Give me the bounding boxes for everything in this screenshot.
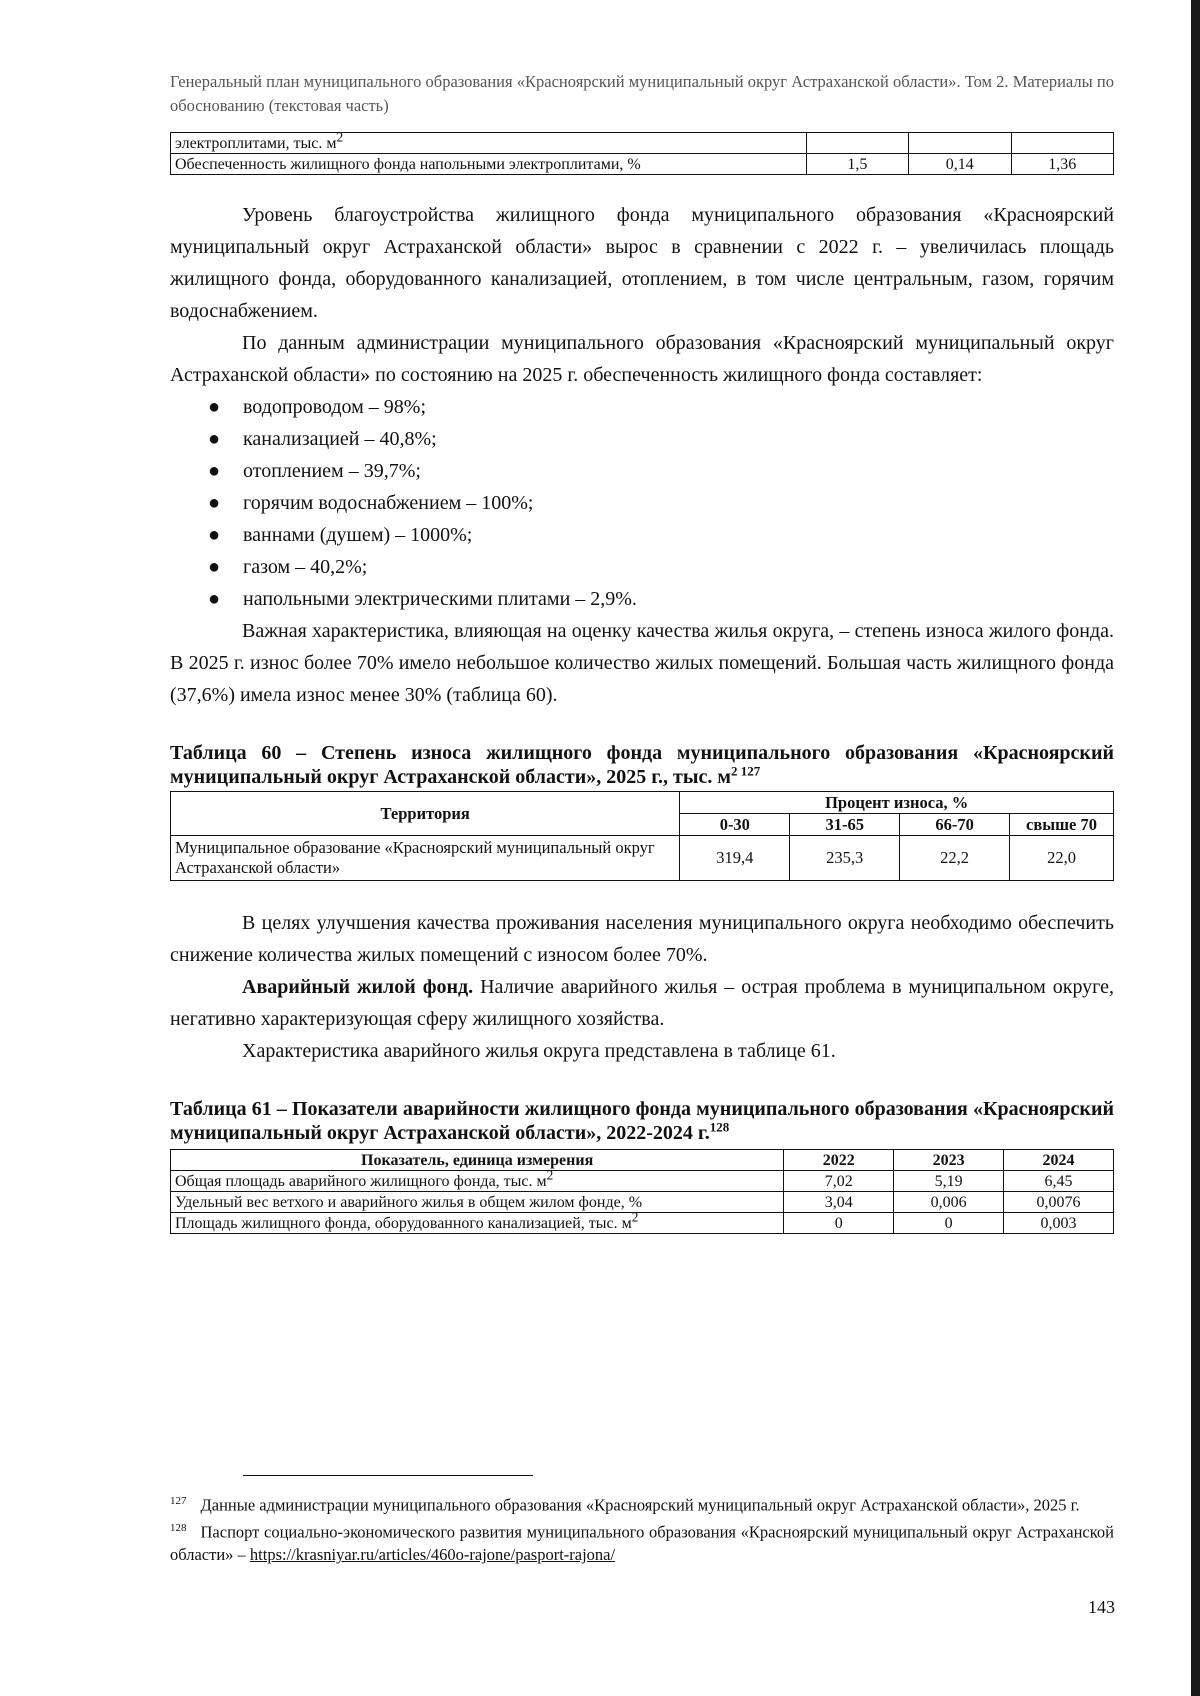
table-cell: 0,0076 xyxy=(1004,1192,1114,1213)
bullet-icon: ● xyxy=(208,524,221,546)
source-link[interactable]: https://krasniyar.ru/articles/460o-rajone/pasport-rajona/ xyxy=(249,1545,616,1564)
table-60-caption: Таблица 60 – Степень износа жилищного фонда муниципального образования «Красноярский муниципальный округ Астраханской области», 2025 г., тыс. $м^{2 127}$ xyxy=(170,742,1114,788)
table-cell: 1,36 xyxy=(1011,154,1113,175)
table-cell: 22,0 xyxy=(1010,836,1114,881)
table-cell: 235,3 xyxy=(790,836,900,881)
list-item: ● ваннами (душем) – 1000%; xyxy=(170,519,1114,551)
column-header-wear-percent: Процент износа, % xyxy=(680,792,1114,814)
table-cell xyxy=(909,133,1011,154)
provision-list xyxy=(170,391,1114,615)
list-item: ● водопроводом – 98%; xyxy=(170,391,1114,423)
footnote-mark: 127 xyxy=(170,1495,187,1507)
table-row xyxy=(171,1171,1114,1192)
table-header-row xyxy=(171,1150,1114,1171)
table-cell: 22,2 xyxy=(900,836,1010,881)
paragraph-wear: Важная характеристика, влияющая на оценку качества жилья округа, – степень износа жилого фонда. В 2025 г. износ более 70% имело небольшое количество жилых помещений. Большая часть жилищного фонда (37,6%) имела износ менее 30% (таблица 60). xyxy=(170,620,1114,706)
table-cell: 0,006 xyxy=(894,1192,1004,1213)
bullet-icon: ● xyxy=(208,556,221,578)
column-header: 31-65 xyxy=(790,814,900,836)
list-item: ● горячим водоснабжением – 100%; xyxy=(170,487,1114,519)
table-cell-label: Площадь жилищного фонда, оборудованного канализацией, тыс. $м^2$ xyxy=(171,1213,784,1234)
table-cell-label: Муниципальное образование «Красноярский муниципальный округ Астраханской области» xyxy=(171,836,680,881)
list-item: ● газом – 40,2%; xyxy=(170,551,1114,583)
table-cell: 3,04 xyxy=(784,1192,894,1213)
table-cell-label: Удельный вес ветхого и аварийного жилья в общем жилом фонде, % xyxy=(171,1192,784,1213)
footnote-mark: 128 xyxy=(170,1521,187,1534)
paragraph-emergency: Аварийный жилой фонд. Наличие аварийного жилья – острая проблема в муниципальном округе, негативно характеризующая сферу жилищного хозяйства. xyxy=(170,976,1114,1030)
running-header: Генеральный план муниципального образования «Красноярский муниципальный округ Астраханской области». Том 2. Материалы по обоснованию (текстовая часть) xyxy=(170,72,1114,115)
bullet-icon: ● xyxy=(208,588,221,610)
table-cell: 0,003 xyxy=(1004,1213,1114,1234)
list-item: ● отоплением – 39,7%; xyxy=(170,455,1114,487)
paragraph-reference: Характеристика аварийного жилья округа представлена в таблице 61. xyxy=(242,1040,836,1062)
table-61-caption: Таблица 61 – Показатели аварийности жилищного фонда муниципального образования «Красноярский муниципальный округ Астраханской области», 2022-2024 г.$^{128}$ xyxy=(170,1098,1114,1144)
table-header-row xyxy=(171,792,1114,814)
column-header-2023: 2023 xyxy=(894,1150,1004,1171)
table-cell xyxy=(806,133,908,154)
table-row xyxy=(171,1192,1114,1213)
paragraph-provision: По данным администрации муниципального образования «Красноярский муниципальный округ Астраханской области» по состоянию на 2025 г. обеспеченность жилищного фонда составляет: xyxy=(170,332,1114,386)
footnote-128: $^{128}$ Паспорт социально-экономического развития муниципального образования «Красноярский муниципальный округ Астраханской области» – https://krasniyar.ru/articles/460o-rajone/pasport-rajona/ xyxy=(170,1521,1114,1564)
page-content xyxy=(170,70,1114,1234)
bullet-icon: ● xyxy=(208,396,221,418)
list-item: ● канализацией – 40,8%; xyxy=(170,423,1114,455)
table-row xyxy=(171,836,1114,881)
table-cell: 0 xyxy=(784,1213,894,1234)
column-header: 0-30 xyxy=(680,814,790,836)
table-cell-label: электроплитами, тыс. $м^2$ xyxy=(171,133,807,154)
table-cell-label: Обеспеченность жилищного фонда напольными электроплитами, % xyxy=(171,154,807,175)
column-header-2024: 2024 xyxy=(1004,1150,1114,1171)
table-cell xyxy=(1011,133,1113,154)
bullet-icon: ● xyxy=(208,492,221,514)
table-60 xyxy=(170,791,1114,881)
table-cell: 7,02 xyxy=(784,1171,894,1192)
footnotes xyxy=(170,1490,1114,1566)
table-cell: 1,5 xyxy=(806,154,908,175)
footnote-127: $^{127}$ Данные администрации муниципального образования «Красноярский муниципальный округ Астраханской области», 2025 г. xyxy=(170,1495,1080,1515)
bullet-icon: ● xyxy=(208,428,221,450)
column-header-indicator: Показатель, единица измерения xyxy=(171,1150,784,1171)
column-header: свыше 70 xyxy=(1010,814,1114,836)
table-cell: 319,4 xyxy=(680,836,790,881)
table-cell: 6,45 xyxy=(1004,1171,1114,1192)
column-header-territory: Территория xyxy=(171,792,680,836)
table-cell: 0 xyxy=(894,1213,1004,1234)
footnote-divider xyxy=(243,1475,533,1476)
table-cell-label: Общая площадь аварийного жилищного фонда, тыс. $м^2$ xyxy=(171,1171,784,1192)
page-edge xyxy=(1191,0,1200,1696)
table-cell: 0,14 xyxy=(909,154,1011,175)
column-header-2022: 2022 xyxy=(784,1150,894,1171)
bullet-icon: ● xyxy=(208,460,221,482)
table-row xyxy=(171,1213,1114,1234)
table-row xyxy=(171,154,1114,175)
table-row xyxy=(171,133,1114,154)
column-header: 66-70 xyxy=(900,814,1010,836)
list-item: ● напольными электрическими плитами – 2,9%. xyxy=(170,583,1114,615)
table-continued xyxy=(170,129,1114,175)
table-61 xyxy=(170,1149,1114,1234)
page-number: 143 xyxy=(1088,1597,1115,1617)
paragraph-improvement: Уровень благоустройства жилищного фонда муниципального образования «Красноярский муниципальный округ Астраханской области» вырос в сравнении с 2022 г. – увеличилась площадь жилищного фонда, оборудованного канализацией, отоплением, в том числе центральным, газом, горячим водоснабжением. xyxy=(170,204,1114,322)
paragraph-goal: В целях улучшения качества проживания населения муниципального округа необходимо обеспечить снижение количества жилых помещений с износом более 70%. xyxy=(170,912,1114,966)
table-cell: 5,19 xyxy=(894,1171,1004,1192)
